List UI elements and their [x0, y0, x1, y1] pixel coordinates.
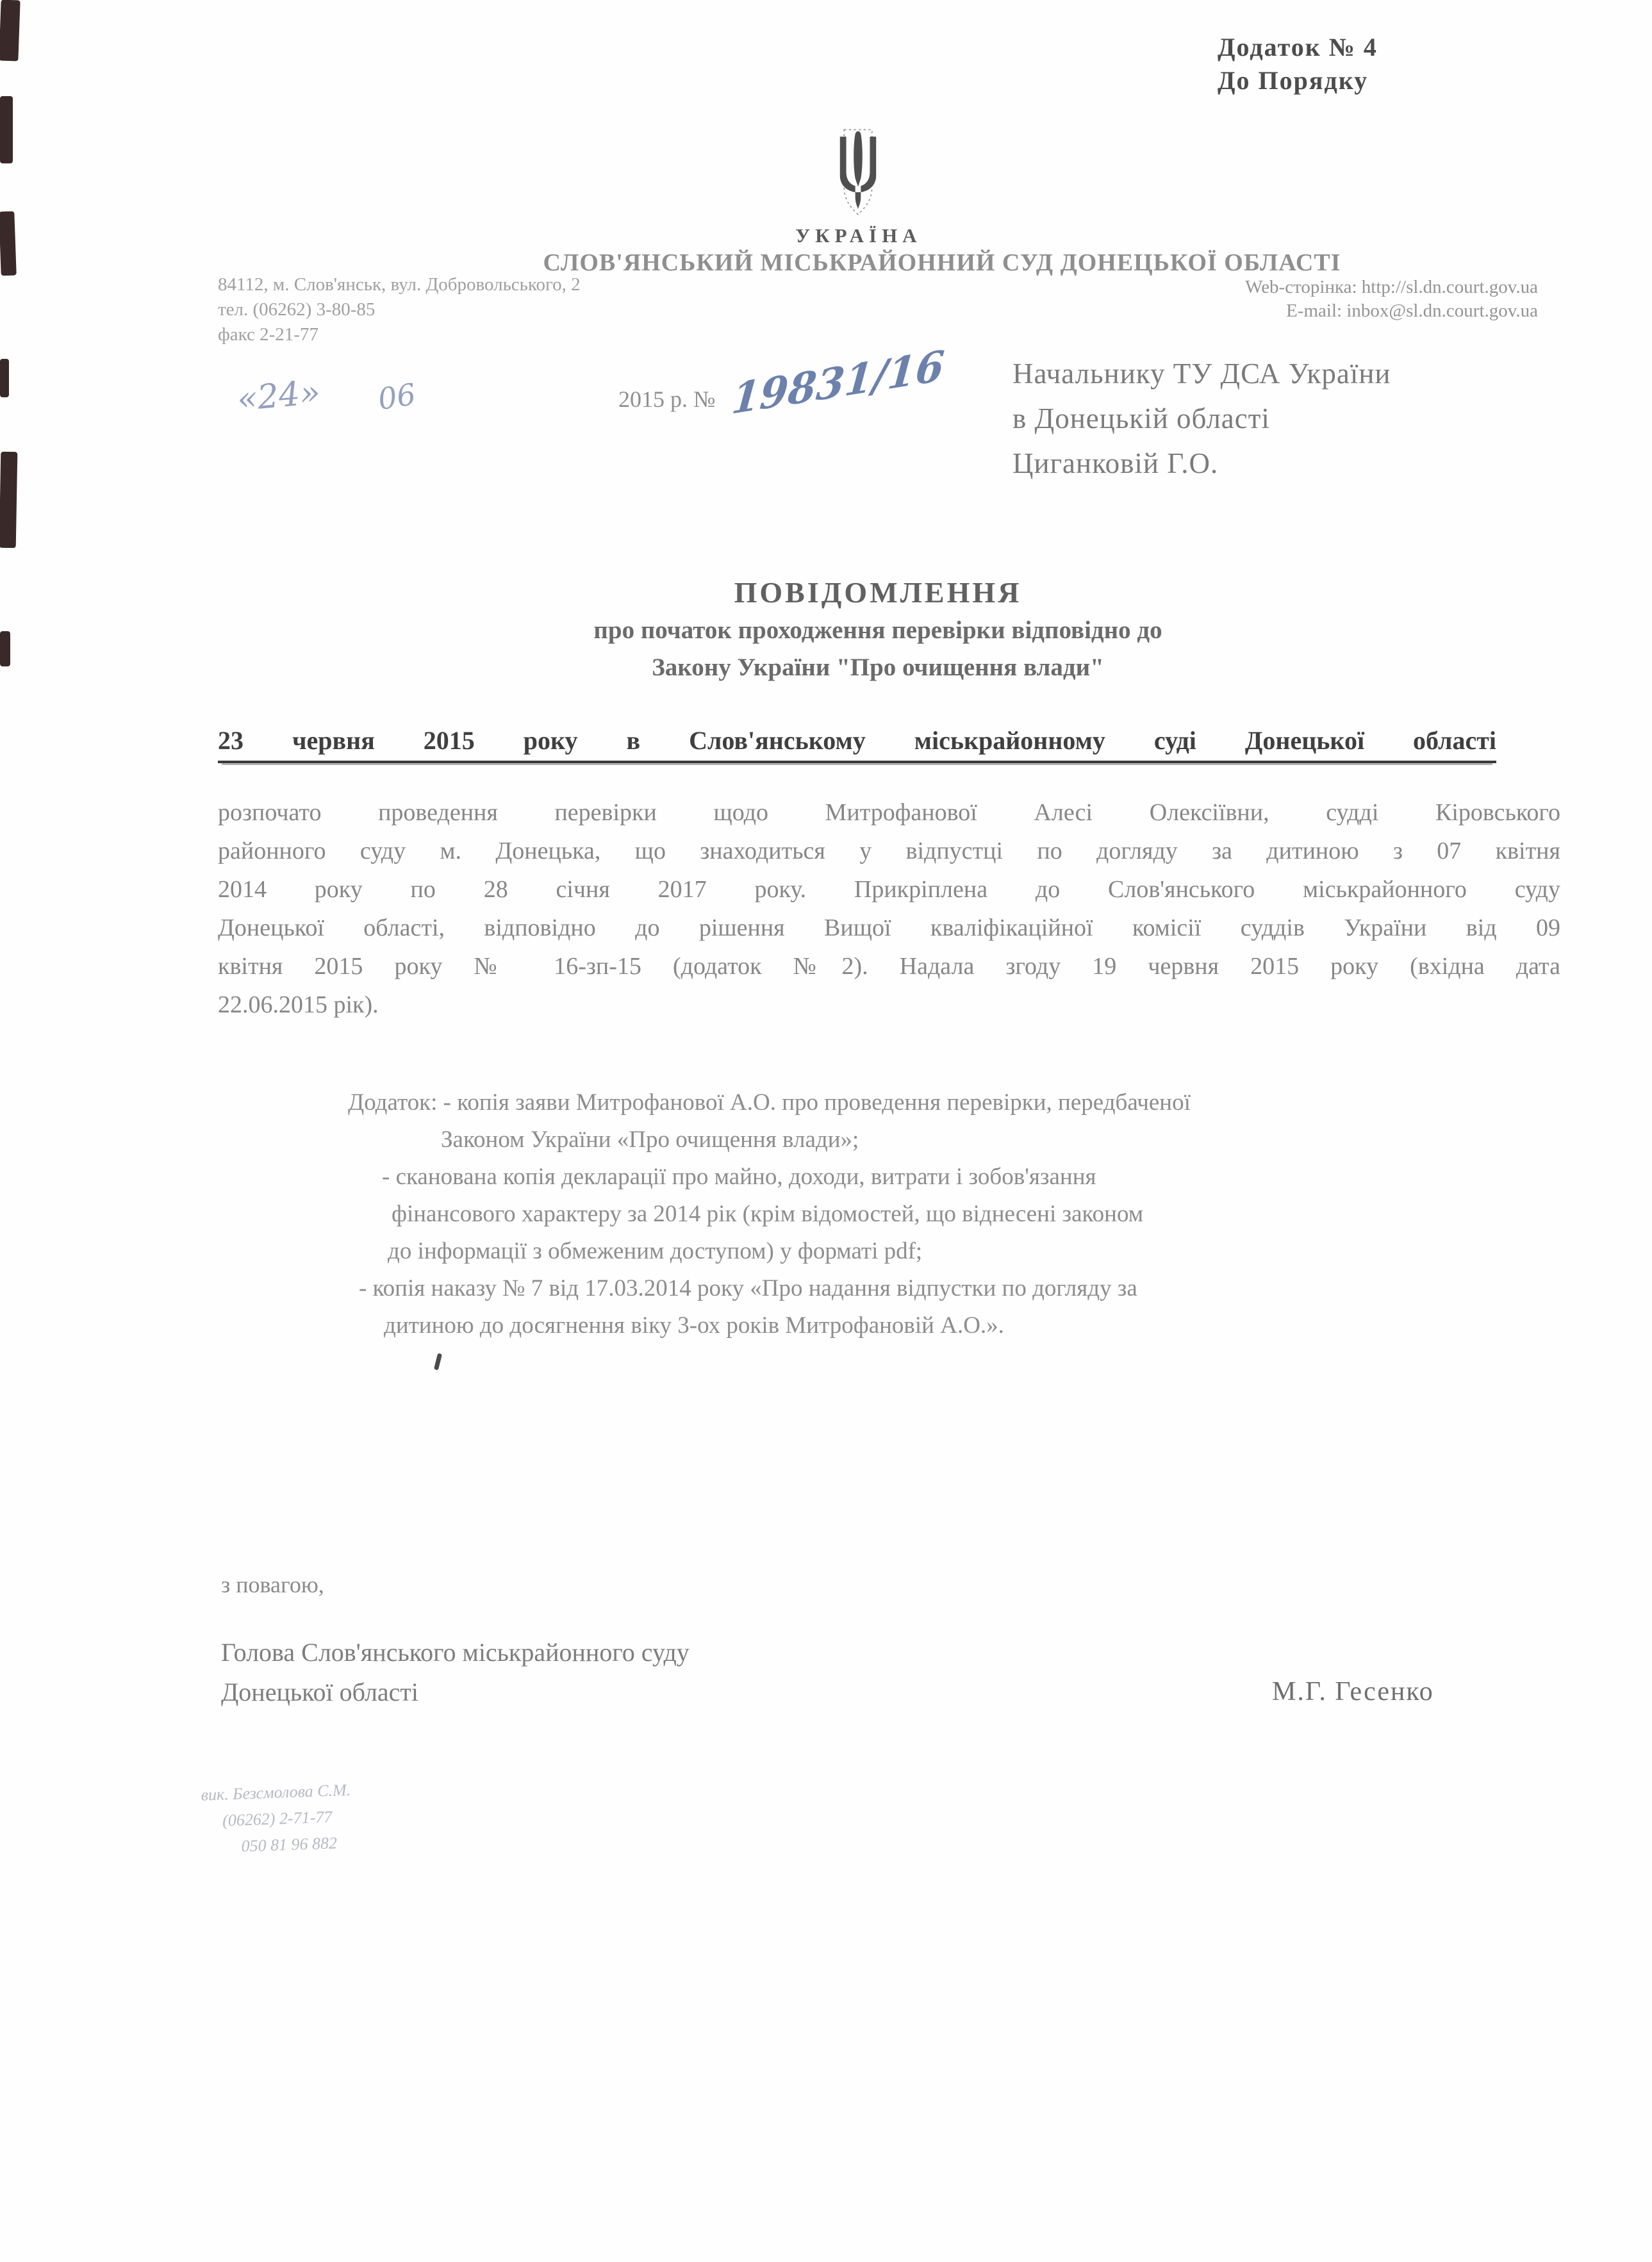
- attachment-line: - копія наказу № 7 від 17.03.2014 року «Про надання відпустки по догляду за: [359, 1275, 1137, 1301]
- attachment-line: до інформації з обмеженим доступом) у форматі pdf;: [388, 1238, 923, 1264]
- web-line: Web-сторінка: http://sl.dn.court.gov.ua: [1245, 277, 1538, 297]
- notice-subject-line: 23 червня 2015 року в Слов'янському міськрайонному суді Донецької області: [218, 725, 1496, 763]
- notice-subtitle-1: про початок проходження перевірки відповідно до: [593, 616, 1162, 644]
- notice-title: ПОВІДОМЛЕННЯ: [734, 576, 1022, 609]
- recipient-line: в Донецькій області: [1012, 402, 1270, 434]
- corner-note: [1218, 31, 1448, 97]
- signer-position-line: Донецької області: [221, 1678, 419, 1706]
- body-line: квітня 2015 року № 16-зп-15 (додаток №2). Надала згоду 19 червня 2015 року (вхідна дата: [218, 953, 1560, 980]
- attachment-line: фінансового характеру за 2014 рік (крім відомостей, що віднесені законом: [392, 1201, 1144, 1227]
- corner-note-line1: Додаток № 4: [1218, 33, 1378, 62]
- scan-artifact: [0, 631, 10, 666]
- letterhead-country: УКРАЇНА: [795, 224, 922, 247]
- attachment-line: дитиною до досягнення віку 3-ох років Митрофановій А.О.».: [384, 1312, 1004, 1339]
- body-line: розпочато проведення перевірки щодо Митрофанової Алесі Олексіївни, судді Кіровського: [218, 799, 1560, 826]
- notice-subtitle-2: Закону України "Про очищення влади": [652, 654, 1104, 681]
- notice-body: [218, 793, 1560, 1024]
- email-line: E-mail: inbox@sl.dn.court.gov.ua: [1286, 301, 1538, 321]
- attachment-line: Додаток: - копія заяви Митрофанової А.О. про проведення перевірки, передбаченої: [348, 1089, 1191, 1116]
- scan-artifact: [0, 452, 17, 548]
- executor-line: 050 81 96 882: [241, 1833, 338, 1856]
- attachment-line: - сканована копія декларації про майно, доходи, витрати і зобов'язання: [382, 1164, 1096, 1190]
- address-line: факс 2-21-77: [218, 324, 318, 345]
- address-line: тел. (06262) 3-80-85: [218, 299, 376, 320]
- recipient-block: [1012, 351, 1538, 486]
- scan-artifact: [0, 211, 17, 276]
- signer-position: [221, 1633, 1054, 1712]
- signer-position-line: Голова Слов'янського міськрайонного суду: [221, 1638, 690, 1667]
- notice-title-block: [218, 574, 1538, 686]
- letterhead-web-block: [1134, 276, 1538, 323]
- recipient-line: Начальнику ТУ ДСА України: [1012, 358, 1391, 390]
- signer-name: М.Г. Гесенко: [1272, 1677, 1434, 1706]
- body-line: 22.06.2015 рік).: [218, 991, 379, 1018]
- attachments-block: [348, 1084, 1386, 1344]
- closing-phrase: з повагою,: [221, 1572, 324, 1597]
- executor-line: (06262) 2-71-77: [222, 1807, 333, 1830]
- scan-artifact: [0, 96, 13, 163]
- handwritten-month: 06: [376, 376, 418, 417]
- letterhead-court-name: СЛОВ'ЯНСЬКИЙ МІСЬКРАЙОННИЙ СУД ДОНЕЦЬКОЇ ОБЛАСТІ: [543, 249, 1341, 276]
- scan-artifact: [0, 359, 9, 397]
- attachment-line: Законом України «Про очищення влади»;: [441, 1127, 859, 1153]
- recipient-line: Циганковій Г.О.: [1012, 447, 1219, 479]
- reference-printed-text: 2015 р. №: [618, 386, 716, 412]
- address-line: 84112, м. Слов'янськ, вул. Добровольського, 2: [218, 274, 581, 295]
- scan-stray-mark: [434, 1353, 442, 1371]
- corner-note-line2: До Порядку: [1218, 66, 1369, 95]
- body-line: районного суду м. Донецька, що знаходиться у відпустці по догляду за дитиною з 07 квітня: [218, 838, 1560, 864]
- letterhead-address: [218, 272, 705, 347]
- handwritten-ref-number: 19831/16: [729, 341, 946, 425]
- ukraine-trident-icon: [822, 127, 894, 224]
- scan-artifact: [0, 0, 21, 61]
- handwritten-day: «24»: [235, 373, 322, 419]
- body-line: Донецької області, відповідно до рішення Вищої кваліфікаційної комісії суддів України від 09: [218, 914, 1560, 941]
- executor-line: вик. Безсмолова С.М.: [201, 1780, 351, 1804]
- body-line: 2014 року по 28 січня 2017 року. Прикріплена до Слов'янського міськрайонного суду: [218, 876, 1560, 903]
- executor-block: [201, 1771, 524, 1860]
